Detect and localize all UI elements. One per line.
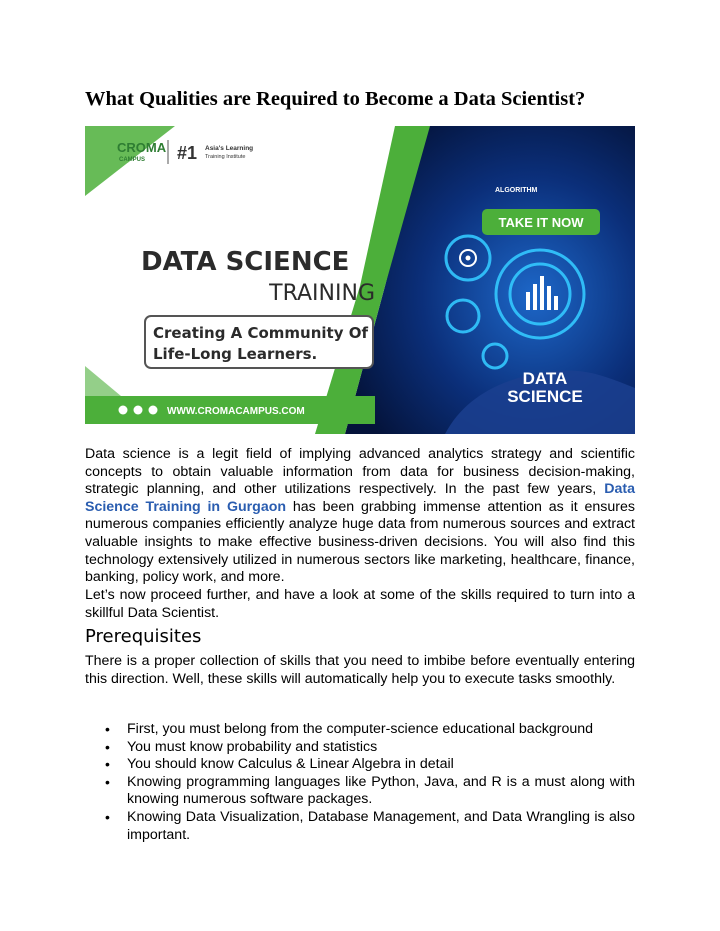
facebook-icon xyxy=(119,406,128,415)
instagram-icon xyxy=(134,406,143,415)
social-icons xyxy=(119,406,158,415)
svg-text:#1: #1 xyxy=(177,143,198,163)
svg-text:TRAINING: TRAINING xyxy=(269,281,375,306)
list-item: • You must know probability and statistics xyxy=(85,739,635,757)
svg-text:Creating A Community Of: Creating A Community Of xyxy=(153,324,369,342)
svg-text:Asia's Learning: Asia's Learning xyxy=(205,145,254,152)
list-item: • First, you must belong from the computer-science educational background xyxy=(85,721,635,739)
list-item: • Knowing programming languages like Python, Java, and R is a must along with knowing numerous software packages. xyxy=(85,774,635,809)
svg-text:Training Institute: Training Institute xyxy=(205,154,246,160)
list-item: • You should know Calculus & Linear Algebra in detail xyxy=(85,756,635,774)
svg-text:CROMA: CROMA xyxy=(117,140,167,155)
svg-text:DATA SCIENCE: DATA SCIENCE xyxy=(141,247,350,277)
skills-list xyxy=(85,721,635,844)
svg-text:SCIENCE: SCIENCE xyxy=(507,387,583,406)
proceed-paragraph: Let’s now proceed further, and have a look at some of the skills required to turn into a skillful Data Scientist. xyxy=(85,587,635,621)
page-title: What Qualities are Required to Become a Data Scientist? xyxy=(85,88,586,110)
data-science-banner xyxy=(85,126,635,434)
svg-text:ALGORITHM: ALGORITHM xyxy=(495,187,538,194)
prerequisites-heading: Prerequisites xyxy=(85,626,202,647)
twitter-icon xyxy=(149,406,158,415)
list-item: • Knowing Data Visualization, Database Management, and Data Wrangling is also important. xyxy=(85,809,635,844)
prerequisites-paragraph: There is a proper collection of skills that you need to imbibe before eventually entering this direction. Well, these skills will automatically help you to execute tasks smoothly. xyxy=(85,653,635,687)
data-science-training-link[interactable]: Data Science Training in Gurgaon xyxy=(85,481,635,515)
svg-text:DATA: DATA xyxy=(522,369,568,388)
svg-text:CAMPUS: CAMPUS xyxy=(119,157,146,163)
svg-text:TAKE IT NOW: TAKE IT NOW xyxy=(498,215,584,230)
svg-text:WWW.CROMACAMPUS.COM: WWW.CROMACAMPUS.COM xyxy=(167,406,305,417)
intro-paragraph: Data science is a legit field of implying advanced analytics strategy and scientific concepts to obtain valuable information from data for business decision-making, strategic planning, and other utilizations respectively. In the past few years, Data Science Training in Gurgaon has been grabbing immense attention as it ensures numerous companies efficiently analyze huge data from numerous sources and extract valuable insights to make effective business-driven decisions. You will also find this technology extensively utilized in numerous sectors like marketing, healthcare, finance, banking, policy work, and more. xyxy=(85,446,635,586)
svg-text:Life-Long Learners.: Life-Long Learners. xyxy=(153,345,318,363)
